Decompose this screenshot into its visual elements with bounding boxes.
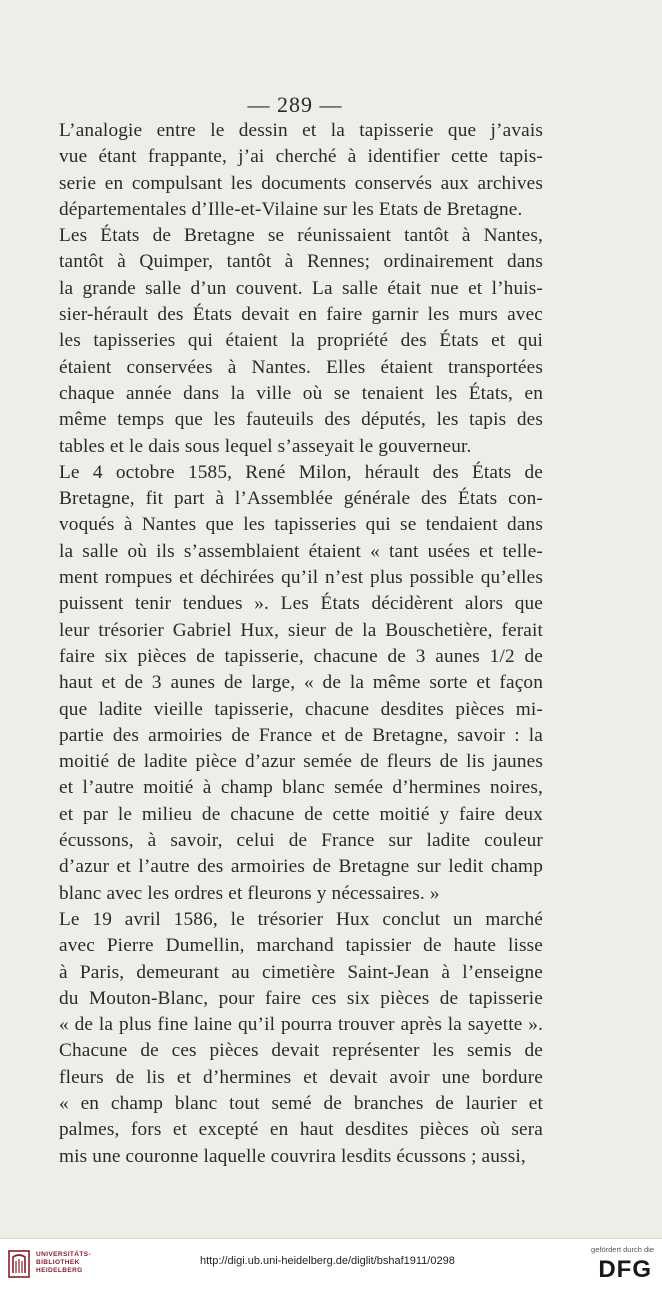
text-line: ment rompues et déchirées qu’il n’est plus possible qu’elles bbox=[59, 567, 543, 589]
text-line: et par le milieu de chacune de cette moitié y faire deux bbox=[59, 803, 543, 825]
text-line: écussons, à savoir, celui de France sur ladite couleur bbox=[59, 830, 543, 852]
text-line: Le 4 octobre 1585, René Milon, hérault des États de bbox=[59, 461, 543, 483]
text-line: étaient conservées à Nantes. Elles étaient transportées bbox=[59, 356, 543, 378]
text-line: « en champ blanc tout semé de branches de laurier et bbox=[59, 1092, 543, 1114]
text-line: chaque année dans la ville où se tenaient les États, en bbox=[59, 382, 543, 404]
text-line: tantôt à Quimper, tantôt à Rennes; ordinairement dans bbox=[59, 251, 543, 273]
funding-caption: gefördert durch die bbox=[591, 1245, 654, 1254]
text-line: et l’autre moitié à champ blanc semée d’hermines noires, bbox=[59, 777, 543, 799]
text-line: palmes, fors et excepté en haut desdites pièces où sera bbox=[59, 1119, 543, 1141]
text-line: Le 19 avril 1586, le trésorier Hux conclut un marché bbox=[59, 908, 543, 930]
text-line: vue étant frappante, j’ai cherché à identifier cette tapis- bbox=[59, 146, 543, 168]
text-line: mis une couronne laquelle couvrira lesdits écussons ; aussi, bbox=[59, 1145, 526, 1167]
text-line: moitié de ladite pièce d’azur semée de fleurs de lis jaunes bbox=[59, 751, 543, 773]
text-line: faire six pièces de tapisserie, chacune de 3 aunes 1/2 de bbox=[59, 645, 543, 667]
text-line: la grande salle d’un couvent. La salle était nue et l’huis- bbox=[59, 277, 543, 299]
library-line-2: BIBLIOTHEK bbox=[36, 1259, 80, 1266]
text-line: Les États de Bretagne se réunissaient tantôt à Nantes, bbox=[59, 225, 543, 247]
text-line: Bretagne, fit part à l’Assemblée générale des États con- bbox=[59, 488, 543, 510]
text-line: puissent tenir tendues ». Les États décidèrent alors que bbox=[59, 593, 543, 615]
text-line: partie des armoiries de France et de Bretagne, savoir : la bbox=[59, 724, 543, 746]
text-line: même temps que les fauteuils des députés, les tapis des bbox=[59, 409, 543, 431]
permalink-url[interactable]: http://digi.ub.uni-heidelberg.de/diglit/bshaf1911/0298 bbox=[200, 1255, 455, 1267]
page-number: — 289 — bbox=[247, 92, 343, 117]
text-line: la salle où ils s’assemblaient étaient « tant usées et telle- bbox=[59, 540, 543, 562]
text-line: que ladite vieille tapisserie, chacune desdites pièces mi- bbox=[59, 698, 543, 720]
text-line: serie en compulsant les documents conservés aux archives bbox=[59, 172, 543, 194]
text-line: sier-hérault des États devait en faire garnir les murs avec bbox=[59, 304, 543, 326]
text-line: leur trésorier Gabriel Hux, sieur de la Bouschetière, ferait bbox=[59, 619, 543, 641]
library-line-3: HEIDELBERG bbox=[36, 1267, 83, 1274]
library-line-1: UNIVERSITÄTS- bbox=[36, 1251, 92, 1258]
text-line: haut et de 3 aunes de large, « de la même sorte et façon bbox=[59, 672, 543, 694]
text-line: « de la plus fine laine qu’il pourra trouver après la sayette ». bbox=[59, 1014, 543, 1036]
body-text bbox=[59, 118, 543, 1170]
text-line: du Mouton-Blanc, pour faire ces six pièces de tapisserie bbox=[59, 987, 543, 1009]
text-line: tables et le dais sous lequel s’asseyait le gouverneur. bbox=[59, 435, 472, 457]
text-line: L’analogie entre le dessin et la tapisserie que j’avais bbox=[59, 120, 543, 141]
university-library-name bbox=[36, 1251, 91, 1275]
dfg-logo: DFG bbox=[598, 1256, 652, 1283]
text-line: les tapisseries qui étaient la propriété des États et qui bbox=[59, 330, 543, 352]
text-line: avec Pierre Dumellin, marchand tapissier de haute lisse bbox=[59, 935, 543, 957]
text-line: à Paris, demeurant au cimetière Saint-Jean à l’enseigne bbox=[59, 961, 543, 983]
text-line: d’azur et l’autre des armoiries de Bretagne sur ledit champ bbox=[59, 856, 543, 878]
text-line: fleurs de lis et d’hermines et devait avoir une bordure bbox=[59, 1066, 543, 1088]
text-line: Chacune de ces pièces devait représenter les semis de bbox=[59, 1040, 543, 1062]
footer-bar bbox=[0, 1238, 662, 1290]
university-library-logo-icon bbox=[8, 1249, 30, 1279]
text-line: voqués à Nantes que les tapisseries qui se tendaient dans bbox=[59, 514, 543, 536]
text-line: blanc avec les ordres et fleurons y nécessaires. » bbox=[59, 882, 440, 904]
text-line: départementales d’Ille-et-Vilaine sur les Etats de Bretagne. bbox=[59, 198, 523, 220]
